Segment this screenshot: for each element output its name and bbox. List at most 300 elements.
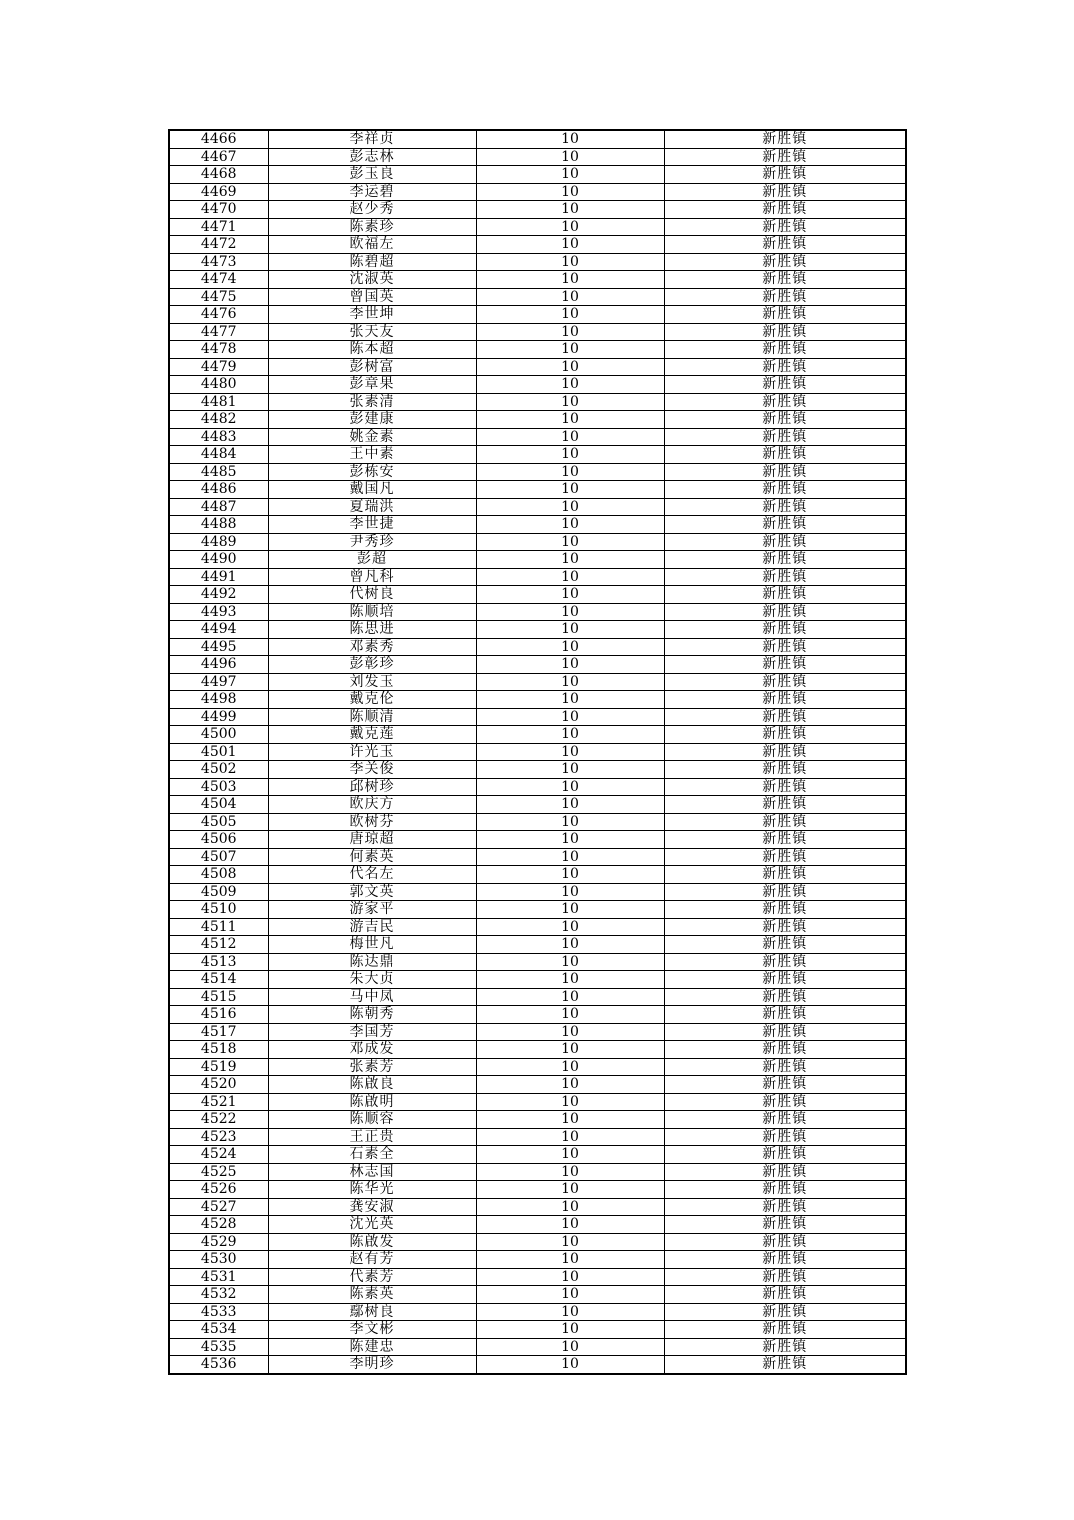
town-cell: 新胜镇 (664, 1233, 906, 1251)
name-cell: 陈朝秀 (268, 1006, 476, 1024)
town-cell: 新胜镇 (664, 673, 906, 691)
name-cell: 鄢树良 (268, 1303, 476, 1321)
table-row (169, 691, 906, 709)
serial-number-cell: 4525 (169, 1163, 268, 1181)
serial-number-cell: 4511 (169, 918, 268, 936)
table-row (169, 1251, 906, 1269)
amount-cell: 10 (476, 376, 664, 394)
town-cell: 新胜镇 (664, 743, 906, 761)
amount-cell: 10 (476, 1286, 664, 1304)
name-cell: 姚金素 (268, 428, 476, 446)
name-cell: 唐琼超 (268, 831, 476, 849)
serial-number-cell: 4489 (169, 533, 268, 551)
town-cell: 新胜镇 (664, 848, 906, 866)
town-cell: 新胜镇 (664, 691, 906, 709)
amount-cell: 10 (476, 831, 664, 849)
town-cell: 新胜镇 (664, 236, 906, 254)
table-row (169, 621, 906, 639)
amount-cell: 10 (476, 148, 664, 166)
table-row (169, 341, 906, 359)
name-cell: 欧树芬 (268, 813, 476, 831)
serial-number-cell: 4533 (169, 1303, 268, 1321)
amount-cell: 10 (476, 971, 664, 989)
table-row (169, 533, 906, 551)
amount-cell: 10 (476, 901, 664, 919)
serial-number-cell: 4503 (169, 778, 268, 796)
table-row (169, 1163, 906, 1181)
table-row (169, 743, 906, 761)
serial-number-cell: 4483 (169, 428, 268, 446)
name-cell: 张素清 (268, 393, 476, 411)
town-cell: 新胜镇 (664, 586, 906, 604)
town-cell: 新胜镇 (664, 1321, 906, 1339)
amount-cell: 10 (476, 1058, 664, 1076)
amount-cell: 10 (476, 673, 664, 691)
name-cell: 彭志林 (268, 148, 476, 166)
table-row (169, 1023, 906, 1041)
amount-cell: 10 (476, 183, 664, 201)
serial-number-cell: 4469 (169, 183, 268, 201)
table-row (169, 971, 906, 989)
serial-number-cell: 4474 (169, 271, 268, 289)
name-cell: 彭建康 (268, 411, 476, 429)
name-cell: 代名左 (268, 866, 476, 884)
town-cell: 新胜镇 (664, 971, 906, 989)
town-cell: 新胜镇 (664, 130, 906, 148)
name-cell: 陈素英 (268, 1286, 476, 1304)
amount-cell: 10 (476, 201, 664, 219)
amount-cell: 10 (476, 866, 664, 884)
amount-cell: 10 (476, 1111, 664, 1129)
serial-number-cell: 4515 (169, 988, 268, 1006)
town-cell: 新胜镇 (664, 1023, 906, 1041)
serial-number-cell: 4529 (169, 1233, 268, 1251)
amount-cell: 10 (476, 463, 664, 481)
town-cell: 新胜镇 (664, 306, 906, 324)
name-cell: 王正贵 (268, 1128, 476, 1146)
name-cell: 陈华光 (268, 1181, 476, 1199)
amount-cell: 10 (476, 271, 664, 289)
table-row (169, 673, 906, 691)
name-cell: 曾凡科 (268, 568, 476, 586)
serial-number-cell: 4505 (169, 813, 268, 831)
table-row (169, 813, 906, 831)
amount-cell: 10 (476, 1233, 664, 1251)
town-cell: 新胜镇 (664, 533, 906, 551)
serial-number-cell: 4472 (169, 236, 268, 254)
name-cell: 李运碧 (268, 183, 476, 201)
name-cell: 赵少秀 (268, 201, 476, 219)
amount-cell: 10 (476, 708, 664, 726)
table-row (169, 568, 906, 586)
amount-cell: 10 (476, 533, 664, 551)
serial-number-cell: 4530 (169, 1251, 268, 1269)
serial-number-cell: 4471 (169, 218, 268, 236)
serial-number-cell: 4480 (169, 376, 268, 394)
serial-number-cell: 4478 (169, 341, 268, 359)
town-cell: 新胜镇 (664, 1163, 906, 1181)
amount-cell: 10 (476, 1303, 664, 1321)
amount-cell: 10 (476, 1198, 664, 1216)
serial-number-cell: 4507 (169, 848, 268, 866)
amount-cell: 10 (476, 1216, 664, 1234)
amount-cell: 10 (476, 1093, 664, 1111)
table-row (169, 201, 906, 219)
table-row (169, 726, 906, 744)
name-cell: 陈本超 (268, 341, 476, 359)
serial-number-cell: 4527 (169, 1198, 268, 1216)
serial-number-cell: 4523 (169, 1128, 268, 1146)
amount-cell: 10 (476, 778, 664, 796)
name-cell: 欧庆方 (268, 796, 476, 814)
table-row (169, 288, 906, 306)
table-row (169, 376, 906, 394)
town-cell: 新胜镇 (664, 988, 906, 1006)
table-row (169, 446, 906, 464)
town-cell: 新胜镇 (664, 1356, 906, 1374)
table-row (169, 901, 906, 919)
name-cell: 朱大贞 (268, 971, 476, 989)
serial-number-cell: 4521 (169, 1093, 268, 1111)
table-row (169, 1233, 906, 1251)
amount-cell: 10 (476, 586, 664, 604)
amount-cell: 10 (476, 883, 664, 901)
amount-cell: 10 (476, 1006, 664, 1024)
town-cell: 新胜镇 (664, 446, 906, 464)
name-cell: 赵有芳 (268, 1251, 476, 1269)
name-cell: 邱树珍 (268, 778, 476, 796)
table-row (169, 761, 906, 779)
name-cell: 彭树富 (268, 358, 476, 376)
serial-number-cell: 4490 (169, 551, 268, 569)
name-cell: 李关俊 (268, 761, 476, 779)
table-row (169, 166, 906, 184)
serial-number-cell: 4536 (169, 1356, 268, 1374)
amount-cell: 10 (476, 498, 664, 516)
amount-cell: 10 (476, 166, 664, 184)
serial-number-cell: 4508 (169, 866, 268, 884)
name-cell: 彭彰珍 (268, 656, 476, 674)
table-row (169, 271, 906, 289)
town-cell: 新胜镇 (664, 726, 906, 744)
serial-number-cell: 4477 (169, 323, 268, 341)
amount-cell: 10 (476, 428, 664, 446)
table-row (169, 428, 906, 446)
amount-cell: 10 (476, 568, 664, 586)
table-row (169, 953, 906, 971)
name-cell: 梅世凡 (268, 936, 476, 954)
town-cell: 新胜镇 (664, 1286, 906, 1304)
name-cell: 林志国 (268, 1163, 476, 1181)
serial-number-cell: 4528 (169, 1216, 268, 1234)
table-row (169, 1303, 906, 1321)
table-row (169, 218, 906, 236)
amount-cell: 10 (476, 481, 664, 499)
serial-number-cell: 4470 (169, 201, 268, 219)
town-cell: 新胜镇 (664, 323, 906, 341)
town-cell: 新胜镇 (664, 638, 906, 656)
table-row (169, 498, 906, 516)
serial-number-cell: 4519 (169, 1058, 268, 1076)
serial-number-cell: 4492 (169, 586, 268, 604)
town-cell: 新胜镇 (664, 218, 906, 236)
name-cell: 彭栋安 (268, 463, 476, 481)
table-row (169, 1338, 906, 1356)
name-cell: 张天友 (268, 323, 476, 341)
town-cell: 新胜镇 (664, 953, 906, 971)
serial-number-cell: 4522 (169, 1111, 268, 1129)
table-row (169, 603, 906, 621)
amount-cell: 10 (476, 306, 664, 324)
serial-number-cell: 4486 (169, 481, 268, 499)
serial-number-cell: 4488 (169, 516, 268, 534)
name-cell: 张素芳 (268, 1058, 476, 1076)
amount-cell: 10 (476, 638, 664, 656)
amount-cell: 10 (476, 411, 664, 429)
amount-cell: 10 (476, 603, 664, 621)
amount-cell: 10 (476, 1251, 664, 1269)
town-cell: 新胜镇 (664, 901, 906, 919)
name-cell: 陈啟明 (268, 1093, 476, 1111)
table-row (169, 148, 906, 166)
serial-number-cell: 4531 (169, 1268, 268, 1286)
serial-number-cell: 4500 (169, 726, 268, 744)
town-cell: 新胜镇 (664, 288, 906, 306)
table-row (169, 778, 906, 796)
amount-cell: 10 (476, 621, 664, 639)
amount-cell: 10 (476, 726, 664, 744)
name-cell: 李世坤 (268, 306, 476, 324)
name-cell: 曾国英 (268, 288, 476, 306)
name-cell: 代树良 (268, 586, 476, 604)
table-row (169, 323, 906, 341)
name-cell: 陈思进 (268, 621, 476, 639)
town-cell: 新胜镇 (664, 1198, 906, 1216)
name-cell: 陈顺清 (268, 708, 476, 726)
amount-cell: 10 (476, 1163, 664, 1181)
table-row (169, 831, 906, 849)
name-cell: 游家平 (268, 901, 476, 919)
town-cell: 新胜镇 (664, 428, 906, 446)
town-cell: 新胜镇 (664, 1181, 906, 1199)
town-cell: 新胜镇 (664, 1006, 906, 1024)
table-row (169, 1041, 906, 1059)
name-cell: 沈光英 (268, 1216, 476, 1234)
table-row (169, 1198, 906, 1216)
table-row (169, 253, 906, 271)
amount-cell: 10 (476, 288, 664, 306)
name-cell: 李文彬 (268, 1321, 476, 1339)
amount-cell: 10 (476, 1128, 664, 1146)
serial-number-cell: 4473 (169, 253, 268, 271)
town-cell: 新胜镇 (664, 358, 906, 376)
serial-number-cell: 4499 (169, 708, 268, 726)
serial-number-cell: 4506 (169, 831, 268, 849)
table-row (169, 918, 906, 936)
name-cell: 李祥贞 (268, 130, 476, 148)
data-table (168, 129, 907, 1375)
amount-cell: 10 (476, 1268, 664, 1286)
town-cell: 新胜镇 (664, 271, 906, 289)
name-cell: 陈素珍 (268, 218, 476, 236)
town-cell: 新胜镇 (664, 621, 906, 639)
name-cell: 马中凤 (268, 988, 476, 1006)
amount-cell: 10 (476, 253, 664, 271)
town-cell: 新胜镇 (664, 481, 906, 499)
name-cell: 陈建忠 (268, 1338, 476, 1356)
amount-cell: 10 (476, 130, 664, 148)
town-cell: 新胜镇 (664, 796, 906, 814)
amount-cell: 10 (476, 551, 664, 569)
table-row (169, 1146, 906, 1164)
name-cell: 陈啟发 (268, 1233, 476, 1251)
name-cell: 邓素秀 (268, 638, 476, 656)
serial-number-cell: 4502 (169, 761, 268, 779)
serial-number-cell: 4467 (169, 148, 268, 166)
table-row (169, 936, 906, 954)
amount-cell: 10 (476, 1076, 664, 1094)
serial-number-cell: 4526 (169, 1181, 268, 1199)
town-cell: 新胜镇 (664, 813, 906, 831)
town-cell: 新胜镇 (664, 201, 906, 219)
serial-number-cell: 4512 (169, 936, 268, 954)
amount-cell: 10 (476, 743, 664, 761)
amount-cell: 10 (476, 848, 664, 866)
name-cell: 龚安淑 (268, 1198, 476, 1216)
serial-number-cell: 4482 (169, 411, 268, 429)
name-cell: 石素全 (268, 1146, 476, 1164)
serial-number-cell: 4535 (169, 1338, 268, 1356)
name-cell: 欧福左 (268, 236, 476, 254)
table-row (169, 883, 906, 901)
table-row (169, 358, 906, 376)
serial-number-cell: 4493 (169, 603, 268, 621)
table-row (169, 130, 906, 148)
serial-number-cell: 4509 (169, 883, 268, 901)
town-cell: 新胜镇 (664, 148, 906, 166)
town-cell: 新胜镇 (664, 656, 906, 674)
amount-cell: 10 (476, 218, 664, 236)
town-cell: 新胜镇 (664, 253, 906, 271)
serial-number-cell: 4481 (169, 393, 268, 411)
amount-cell: 10 (476, 813, 664, 831)
town-cell: 新胜镇 (664, 1128, 906, 1146)
serial-number-cell: 4518 (169, 1041, 268, 1059)
amount-cell: 10 (476, 393, 664, 411)
name-cell: 戴克莲 (268, 726, 476, 744)
name-cell: 尹秀珍 (268, 533, 476, 551)
town-cell: 新胜镇 (664, 936, 906, 954)
town-cell: 新胜镇 (664, 516, 906, 534)
table-row (169, 796, 906, 814)
town-cell: 新胜镇 (664, 498, 906, 516)
town-cell: 新胜镇 (664, 831, 906, 849)
town-cell: 新胜镇 (664, 1216, 906, 1234)
town-cell: 新胜镇 (664, 708, 906, 726)
serial-number-cell: 4510 (169, 901, 268, 919)
serial-number-cell: 4514 (169, 971, 268, 989)
town-cell: 新胜镇 (664, 1111, 906, 1129)
town-cell: 新胜镇 (664, 1251, 906, 1269)
table-row (169, 516, 906, 534)
name-cell: 陈碧超 (268, 253, 476, 271)
town-cell: 新胜镇 (664, 778, 906, 796)
table-row (169, 1006, 906, 1024)
serial-number-cell: 4476 (169, 306, 268, 324)
table-row (169, 586, 906, 604)
table-row (169, 183, 906, 201)
serial-number-cell: 4496 (169, 656, 268, 674)
amount-cell: 10 (476, 516, 664, 534)
town-cell: 新胜镇 (664, 166, 906, 184)
town-cell: 新胜镇 (664, 1076, 906, 1094)
name-cell: 李国芳 (268, 1023, 476, 1041)
name-cell: 郭文英 (268, 883, 476, 901)
table-row (169, 1356, 906, 1374)
amount-cell: 10 (476, 1023, 664, 1041)
name-cell: 李明珍 (268, 1356, 476, 1374)
amount-cell: 10 (476, 918, 664, 936)
town-cell: 新胜镇 (664, 463, 906, 481)
town-cell: 新胜镇 (664, 1058, 906, 1076)
table-row (169, 638, 906, 656)
amount-cell: 10 (476, 1356, 664, 1374)
name-cell: 陈啟良 (268, 1076, 476, 1094)
table-row (169, 236, 906, 254)
amount-cell: 10 (476, 323, 664, 341)
town-cell: 新胜镇 (664, 918, 906, 936)
table-row (169, 708, 906, 726)
table-body (169, 130, 906, 1374)
table-row (169, 1268, 906, 1286)
name-cell: 戴国凡 (268, 481, 476, 499)
table-row (169, 411, 906, 429)
name-cell: 沈淑英 (268, 271, 476, 289)
table-row (169, 866, 906, 884)
serial-number-cell: 4498 (169, 691, 268, 709)
table-row (169, 1128, 906, 1146)
amount-cell: 10 (476, 691, 664, 709)
serial-number-cell: 4495 (169, 638, 268, 656)
serial-number-cell: 4534 (169, 1321, 268, 1339)
table-row (169, 1111, 906, 1129)
name-cell: 许光玉 (268, 743, 476, 761)
name-cell: 王中素 (268, 446, 476, 464)
serial-number-cell: 4484 (169, 446, 268, 464)
amount-cell: 10 (476, 358, 664, 376)
serial-number-cell: 4479 (169, 358, 268, 376)
name-cell: 彭章果 (268, 376, 476, 394)
table-row (169, 1093, 906, 1111)
table-row (169, 1321, 906, 1339)
town-cell: 新胜镇 (664, 568, 906, 586)
serial-number-cell: 4468 (169, 166, 268, 184)
name-cell: 刘发玉 (268, 673, 476, 691)
table-row (169, 463, 906, 481)
serial-number-cell: 4485 (169, 463, 268, 481)
amount-cell: 10 (476, 341, 664, 359)
table-row (169, 1286, 906, 1304)
name-cell: 游吉民 (268, 918, 476, 936)
serial-number-cell: 4516 (169, 1006, 268, 1024)
serial-number-cell: 4494 (169, 621, 268, 639)
name-cell: 李世捷 (268, 516, 476, 534)
amount-cell: 10 (476, 936, 664, 954)
table-row (169, 1181, 906, 1199)
amount-cell: 10 (476, 1321, 664, 1339)
table-row (169, 481, 906, 499)
name-cell: 邓成发 (268, 1041, 476, 1059)
